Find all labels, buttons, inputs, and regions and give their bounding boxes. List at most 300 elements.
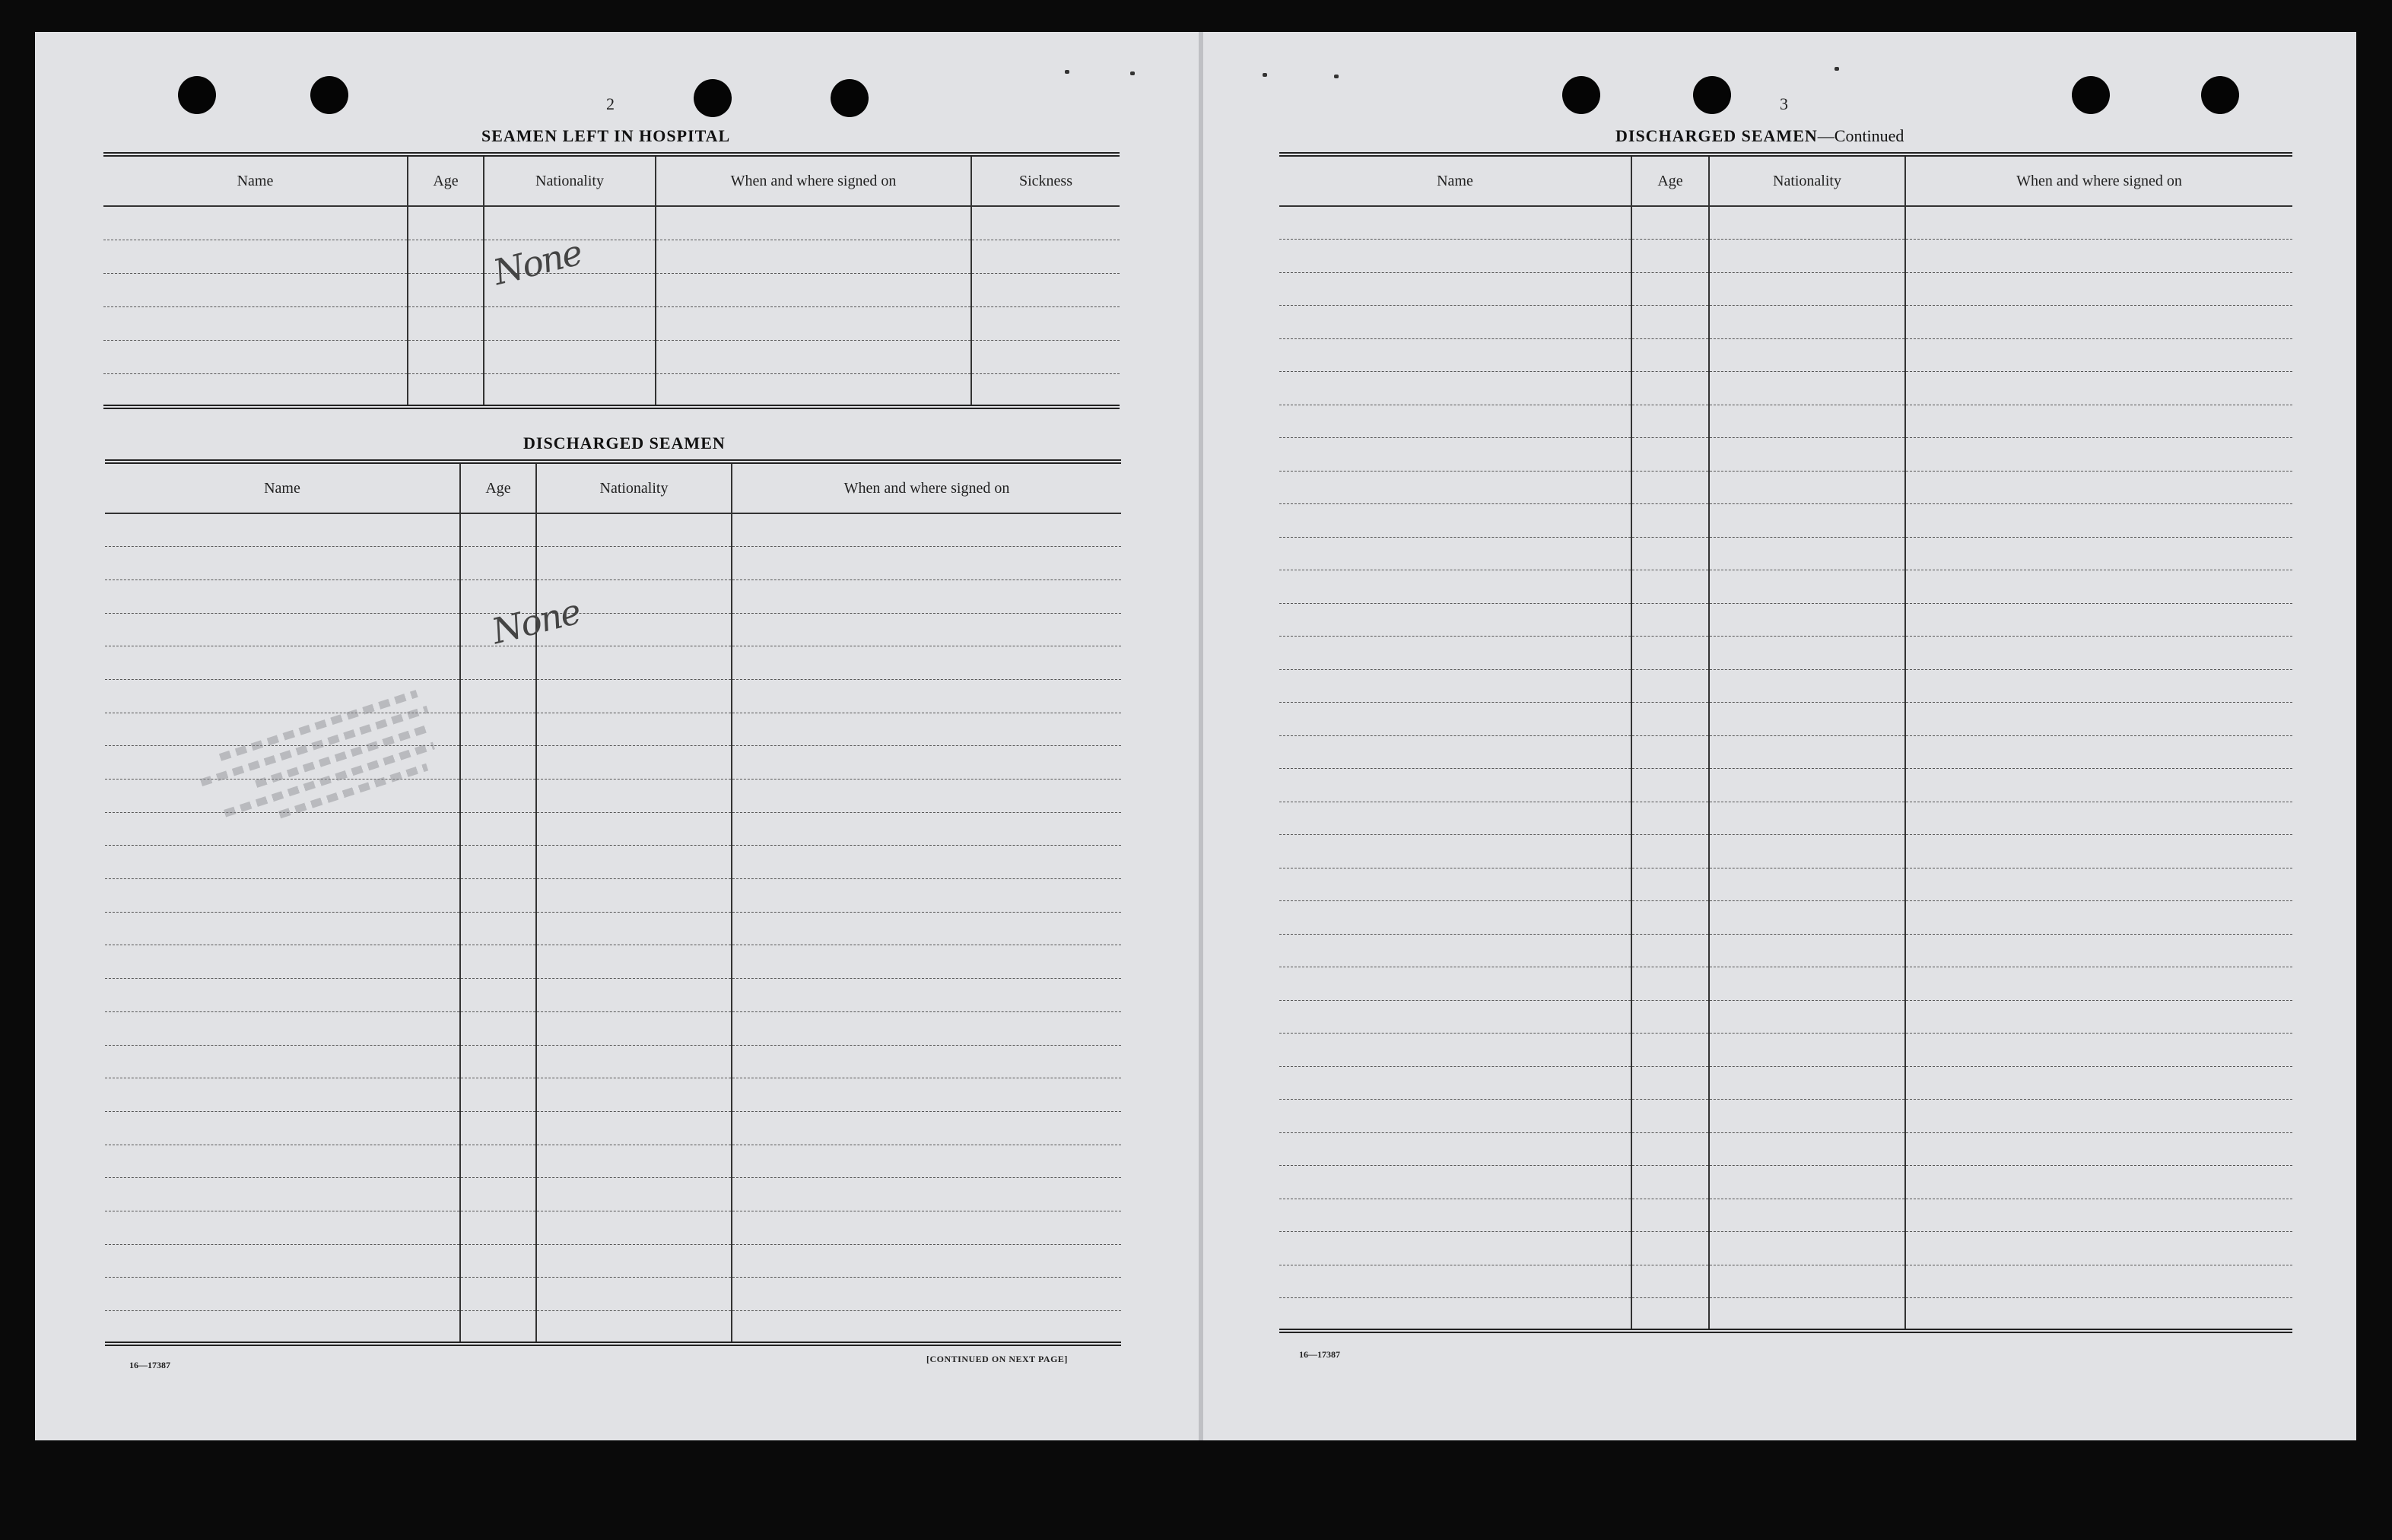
table-cell [1709,372,1905,405]
table-cell [1631,1132,1709,1166]
table-cell [460,1211,536,1244]
table-row [103,240,1120,273]
table-cell [1631,967,1709,1001]
table-cell [1631,471,1709,504]
table-cell [460,1244,536,1278]
table-cell [1279,372,1631,405]
table-row [105,579,1121,613]
table-cell [1631,802,1709,835]
table-row [105,1078,1121,1112]
table-cell [1709,967,1905,1001]
table-cell [536,1078,732,1112]
table-cell [536,646,732,680]
page-number: 3 [1780,94,1788,113]
table-cell [1905,802,2292,835]
table-cell [1279,1232,1631,1265]
table-row [105,1011,1121,1045]
table-cell [732,679,1121,713]
continued-note: [CONTINUED ON NEXT PAGE] [926,1354,1068,1364]
col-header-nationality: Nationality [484,154,656,206]
table-cell [1631,669,1709,703]
table-row [105,679,1121,713]
table-cell [105,945,460,979]
table-cell [1709,1166,1905,1199]
handwritten-entry: None [488,590,584,653]
table-row [103,206,1120,240]
table-cell [1631,1199,1709,1232]
table-cell [1279,802,1631,835]
table-cell [1279,338,1631,372]
table-cell [1905,438,2292,472]
table-row [1279,405,2292,438]
table-row [1279,802,2292,835]
table-cell [460,746,536,780]
table-cell [460,1145,536,1178]
table-row [103,306,1120,340]
table-row [1279,372,2292,405]
section-title-discharged-continued [1615,126,1904,146]
table-row [1279,1132,2292,1166]
table-row [1279,471,2292,504]
table-cell [1631,1265,1709,1298]
table-cell [1279,206,1631,240]
table-row [105,1045,1121,1078]
table-cell [105,979,460,1012]
table-cell [1905,570,2292,604]
table-row [1279,272,2292,306]
table-row [105,1111,1121,1145]
handwritten-entry: None [489,231,586,294]
table-row [105,1244,1121,1278]
table-cell [1631,901,1709,935]
table-cell [1709,240,1905,273]
table-cell [460,1311,536,1345]
table-cell [1905,206,2292,240]
table-cell [1279,835,1631,868]
table-cell [1279,1000,1631,1034]
table-row [105,646,1121,680]
table-cell [1631,603,1709,637]
section-title-discharged: DISCHARGED SEAMEN [523,433,726,452]
col-header-age: Age [408,154,484,206]
col-header-nationality: Nationality [1709,154,1905,206]
table-cell [1709,1066,1905,1100]
table-cell [105,1244,460,1278]
table-cell [1631,1232,1709,1265]
table-cell [1905,1199,2292,1232]
table-cell [732,746,1121,780]
table-cell [1709,934,1905,967]
table-cell [1279,1132,1631,1166]
table-cell [1279,1265,1631,1298]
table-cell [1905,1100,2292,1133]
table-cell [732,547,1121,580]
table-cell [1279,504,1631,538]
table-cell [732,1111,1121,1145]
table-cell [105,579,460,613]
table-cell [536,679,732,713]
table-cell [732,1145,1121,1178]
table-cell [1905,1000,2292,1034]
table-cell [1709,570,1905,604]
table-cell [732,846,1121,879]
table-cell [1905,735,2292,769]
table-row [1279,504,2292,538]
table-cell [536,945,732,979]
table-cell [732,1045,1121,1078]
table-cell [105,1311,460,1345]
table-cell [1709,835,1905,868]
table-row [1279,438,2292,472]
table-row [1279,1000,2292,1034]
table-cell [536,1178,732,1211]
table-cell [105,912,460,945]
table-cell [536,1278,732,1311]
col-header-sickness: Sickness [971,154,1120,206]
punch-hole [694,79,732,117]
table-cell [1709,471,1905,504]
table-cell [1709,901,1905,935]
section-title-continued: —Continued [1817,126,1904,145]
table-cell [1279,471,1631,504]
table-cell [1279,669,1631,703]
col-header-signed-on: When and where signed on [1905,154,2292,206]
table-cell [536,713,732,746]
table-cell [1631,703,1709,736]
table-cell [460,679,536,713]
table-cell [1709,669,1905,703]
table-cell [460,1045,536,1078]
table-cell [1279,1100,1631,1133]
table-cell [460,979,536,1012]
table-row [1279,901,2292,935]
table-cell [732,513,1121,547]
table-row [1279,1166,2292,1199]
table-cell [732,646,1121,680]
table-row [1279,1100,2292,1133]
table-row [105,1278,1121,1311]
table-cell [1631,306,1709,339]
table-cell [1905,934,2292,967]
table-cell [1709,1132,1905,1166]
table-cell [1709,1265,1905,1298]
punch-hole [310,76,348,114]
table-row [103,340,1120,373]
table-row [1279,603,2292,637]
table-cell [1709,504,1905,538]
table-cell [1709,405,1905,438]
table-cell [460,513,536,547]
section-title-text: DISCHARGED SEAMEN [1615,126,1818,145]
ink-speck [1263,73,1267,77]
table-cell [1631,868,1709,901]
table-row [1279,934,2292,967]
table-row [1279,206,2292,240]
table-cell [1631,537,1709,570]
table-cell [1631,835,1709,868]
punch-hole [1562,76,1600,114]
table-cell [536,547,732,580]
table-cell [1631,934,1709,967]
table-cell [105,1211,460,1244]
table-cell [732,1011,1121,1045]
table-cell [460,1011,536,1045]
table-row [1279,868,2292,901]
table-row [1279,537,2292,570]
table-row [1279,703,2292,736]
col-header-signed-on: When and where signed on [656,154,971,206]
table-cell [536,746,732,780]
table-cell [1709,769,1905,802]
table-row [1279,1034,2292,1067]
table-row [105,513,1121,547]
table-cell [1631,372,1709,405]
form-number: 16—17387 [129,1360,170,1370]
col-header-age: Age [460,462,536,513]
hospital-table [103,152,1120,409]
table-cell [460,1278,536,1311]
discharged-table-right [1279,152,2292,1333]
table-cell [105,1011,460,1045]
table-row [1279,735,2292,769]
table-cell [460,1078,536,1112]
table-cell [1709,1199,1905,1232]
table-cell [1905,338,2292,372]
page-number: 2 [606,94,615,113]
table-cell [1631,1066,1709,1100]
table-cell [1279,868,1631,901]
table-cell [1279,306,1631,339]
col-header-signed-on: When and where signed on [732,462,1121,513]
table-cell [1709,637,1905,670]
table-cell [732,1244,1121,1278]
table-cell [105,1145,460,1178]
table-cell [1709,868,1905,901]
table-row [1279,769,2292,802]
col-header-name: Name [105,462,460,513]
table-cell [732,713,1121,746]
table-cell [732,579,1121,613]
table-cell [1905,901,2292,935]
table-cell [536,1244,732,1278]
table-row [105,547,1121,580]
table-row [1279,570,2292,604]
table-row [105,979,1121,1012]
table-cell [1709,272,1905,306]
table-row [1279,240,2292,273]
table-cell [1631,1000,1709,1034]
table-cell [536,1311,732,1345]
table-cell [1709,1034,1905,1067]
table-cell [732,1211,1121,1244]
table-cell [105,1111,460,1145]
table-cell [1905,1232,2292,1265]
table-cell [1905,1132,2292,1166]
table-row [105,945,1121,979]
table-cell [1631,1034,1709,1067]
table-cell [1905,669,2292,703]
table-cell [1905,967,2292,1001]
table-cell [1279,1166,1631,1199]
table-cell [1709,1298,1905,1332]
table-cell [536,912,732,945]
table-cell [1279,1199,1631,1232]
table-cell [1905,240,2292,273]
table-cell [1631,637,1709,670]
table-cell [536,846,732,879]
table-row [105,613,1121,646]
table-cell [1709,802,1905,835]
table-row [1279,338,2292,372]
table-cell [460,1111,536,1145]
table-cell [1631,1166,1709,1199]
table-row [105,1211,1121,1244]
table-cell [1279,703,1631,736]
punch-hole [1693,76,1731,114]
table-cell [105,1045,460,1078]
table-cell [536,1145,732,1178]
table-row [1279,835,2292,868]
table-cell [1905,306,2292,339]
table-row [1279,1232,2292,1265]
table-row [105,1178,1121,1211]
table-cell [536,1211,732,1244]
table-cell [1631,206,1709,240]
table-cell [460,945,536,979]
table-cell [732,912,1121,945]
table-cell [460,713,536,746]
table-cell [1905,1166,2292,1199]
table-cell [105,1178,460,1211]
table-row [1279,967,2292,1001]
table-cell [1709,1100,1905,1133]
table-cell [1905,868,2292,901]
table-cell [536,780,732,813]
table-cell [1631,405,1709,438]
table-cell [1279,735,1631,769]
col-header-age: Age [1631,154,1709,206]
ink-speck [1334,75,1339,78]
table-cell [1709,703,1905,736]
table-row [1279,669,2292,703]
table-cell [732,1078,1121,1112]
table-cell [1905,272,2292,306]
section-title-hospital: SEAMEN LEFT IN HOSPITAL [481,126,731,145]
table-cell [1279,537,1631,570]
table-cell [1905,603,2292,637]
table-row [105,1145,1121,1178]
table-cell [732,979,1121,1012]
table-cell [460,912,536,945]
table-cell [1905,1066,2292,1100]
table-cell [1279,1034,1631,1067]
table-cell [1631,735,1709,769]
punch-hole [178,76,216,114]
table-cell [1905,372,2292,405]
table-cell [1631,240,1709,273]
table-row [103,373,1120,407]
table-cell [536,812,732,846]
table-cell [1905,637,2292,670]
table-cell [536,1011,732,1045]
table-cell [460,547,536,580]
table-cell [1631,272,1709,306]
table-cell [1279,769,1631,802]
table-cell [1631,769,1709,802]
table-cell [1709,306,1905,339]
table-cell [1905,405,2292,438]
table-cell [1279,405,1631,438]
table-cell [1631,504,1709,538]
table-cell [536,879,732,913]
table-row [105,1311,1121,1345]
table-row [1279,1199,2292,1232]
table-cell [1905,471,2292,504]
table-cell [1709,206,1905,240]
table-row [1279,1066,2292,1100]
table-cell [1709,1232,1905,1265]
table-cell [732,1278,1121,1311]
table-cell [732,613,1121,646]
punch-hole [2072,76,2110,114]
table-row [103,273,1120,306]
table-cell [1709,735,1905,769]
table-cell [1631,438,1709,472]
table-cell [1905,537,2292,570]
table-cell [732,812,1121,846]
table-cell [105,1278,460,1311]
table-cell [1631,1298,1709,1332]
table-cell [460,879,536,913]
table-cell [1279,438,1631,472]
table-cell [1905,1298,2292,1332]
table-row [1279,1298,2292,1332]
table-cell [105,513,460,547]
table-cell [105,613,460,646]
punch-hole [2201,76,2239,114]
table-cell [1905,1265,2292,1298]
table-cell [105,646,460,680]
table-cell [1709,438,1905,472]
table-cell [1279,637,1631,670]
table-cell [1279,934,1631,967]
table-row [1279,637,2292,670]
table-cell [1279,901,1631,935]
table-cell [1279,967,1631,1001]
table-cell [105,547,460,580]
table-cell [1905,835,2292,868]
table-row [1279,306,2292,339]
table-cell [1631,338,1709,372]
table-cell [732,879,1121,913]
col-header-nationality: Nationality [536,462,732,513]
table-cell [732,1311,1121,1345]
table-cell [1905,504,2292,538]
table-cell [1279,570,1631,604]
table-cell [1631,1100,1709,1133]
table-cell [1279,240,1631,273]
table-cell [1279,603,1631,637]
ink-speck [1065,70,1069,74]
ink-speck [1835,67,1839,71]
table-cell [105,1078,460,1112]
table-cell [732,1178,1121,1211]
form-number: 16—17387 [1299,1349,1340,1360]
table-cell [1709,1000,1905,1034]
table-cell [1279,1298,1631,1332]
table-cell [536,979,732,1012]
table-cell [1905,769,2292,802]
